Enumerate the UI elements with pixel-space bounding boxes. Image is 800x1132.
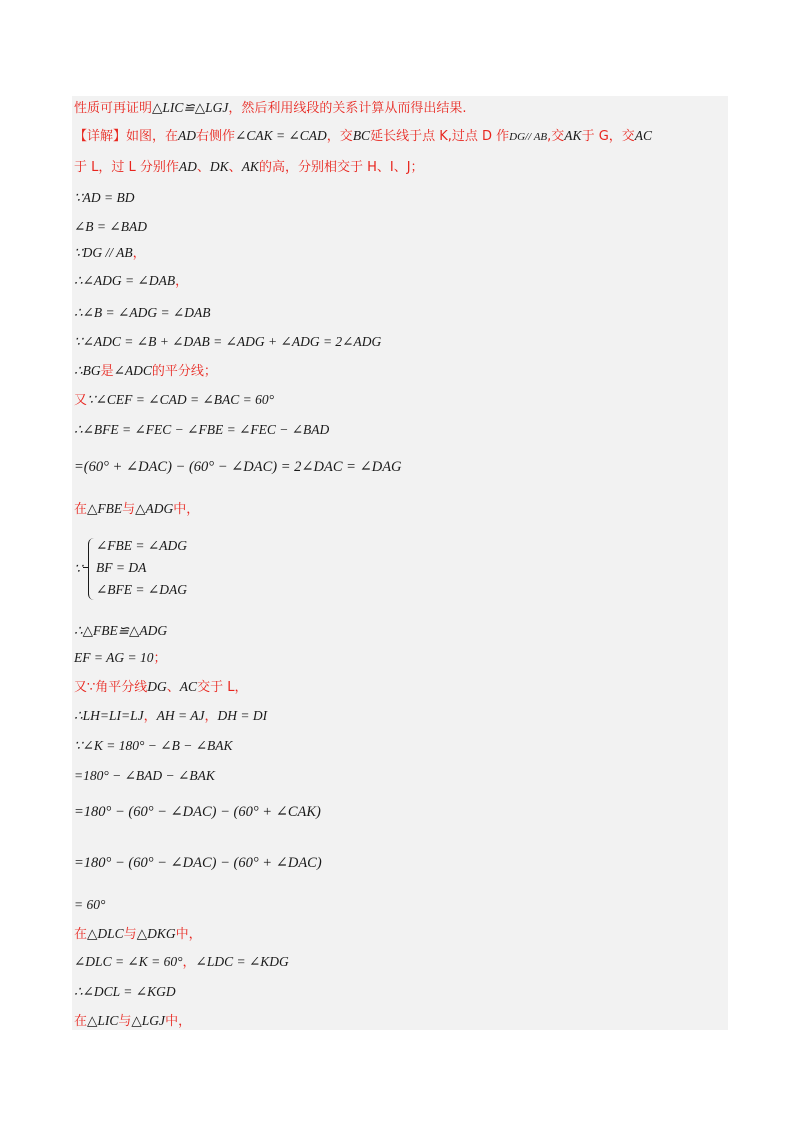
- text: 、: [196, 160, 210, 175]
- intro-line: [74, 99, 467, 118]
- text: 右侧作: [196, 129, 236, 144]
- text: ,交: [547, 129, 565, 144]
- step-bg-bisector: [74, 362, 217, 381]
- math: △DLC: [87, 926, 124, 941]
- step-equal-heights: [74, 707, 267, 726]
- text: 中，: [173, 502, 200, 517]
- step-angle-k: ∵∠K = 180° − ∠B − ∠BAK: [74, 738, 233, 753]
- text: ，然后利用线段的关系计算从而得出结果.: [228, 101, 467, 116]
- math: ∵DG // AB: [74, 245, 133, 260]
- text: ；: [153, 651, 167, 666]
- math: DG// AB: [509, 131, 548, 143]
- math: AC: [634, 128, 653, 143]
- step-angles-60: [74, 391, 274, 410]
- step-dg-parallel-ab: [74, 244, 146, 263]
- math: AH = AJ: [156, 708, 205, 723]
- text: 在: [74, 502, 88, 517]
- step-triangles-dlc-dkg: [74, 925, 202, 944]
- text: ，: [143, 709, 157, 724]
- math: △LIC: [87, 1013, 119, 1028]
- brace-tip: [83, 567, 89, 568]
- math: AK: [241, 159, 259, 174]
- text: 与: [118, 1014, 132, 1029]
- step-dcl-kgd: ∴∠DCL = ∠KGD: [74, 984, 176, 999]
- step-angle-k-result: = 60°: [74, 897, 106, 912]
- math: ∴∠ADG = ∠DAB: [74, 273, 176, 288]
- step-bfe: ∴∠BFE = ∠FEC − ∠FBE = ∠FEC − ∠BAD: [74, 422, 330, 437]
- because-symbol: ∵: [74, 561, 83, 576]
- detail-line-1: [74, 127, 652, 146]
- text: ，: [132, 246, 146, 261]
- congruence-conditions: [74, 536, 274, 606]
- text: 于 G，交: [581, 129, 635, 144]
- step-b-eq-bad: ∠B = ∠BAD: [74, 219, 147, 234]
- math: ∠LDC = ∠KDG: [195, 954, 289, 969]
- step-bisectors-meet: [74, 678, 247, 697]
- detail-tag: 【详解】: [74, 129, 127, 144]
- text: 在: [74, 927, 88, 942]
- text: 在: [74, 1014, 88, 1029]
- text: ，: [182, 955, 196, 970]
- step-b-adg-dab: ∴∠B = ∠ADG = ∠DAB: [74, 305, 211, 320]
- text: 又∵角平分线: [74, 680, 148, 695]
- text: 交于 L，: [197, 680, 248, 695]
- step-dlc-k-60: [74, 953, 289, 972]
- math: DK: [209, 159, 229, 174]
- text: 与: [123, 927, 137, 942]
- step-ad-eq-bd: ∵AD = BD: [74, 190, 135, 205]
- math: AD: [178, 128, 197, 143]
- step-angle-k-4: =180° − (60° − ∠DAC) − (60° + ∠DAC): [74, 855, 322, 871]
- step-angle-k-2: =180° − ∠BAD − ∠BAK: [74, 768, 215, 783]
- text: ，交: [326, 129, 353, 144]
- text: ，: [175, 274, 189, 289]
- text: 又: [74, 393, 88, 408]
- text: 中，: [175, 927, 202, 942]
- text: ，: [204, 709, 218, 724]
- detail-line-2: [74, 158, 424, 177]
- math: ∠ADC: [113, 363, 152, 378]
- math: ∴BG: [74, 363, 101, 378]
- math: ∵∠CEF = ∠CAD = ∠BAC = 60°: [87, 392, 275, 407]
- step-congruent-fbe-adg: ∴△FBE≌△ADG: [74, 623, 168, 638]
- step-adc-double: ∵∠ADC = ∠B + ∠DAB = ∠ADG + ∠ADG = 2∠ADG: [74, 334, 382, 349]
- math: △DKG: [136, 926, 176, 941]
- text: 、: [166, 680, 180, 695]
- math: △ADG: [135, 501, 174, 516]
- math: AD: [178, 159, 197, 174]
- math: ∴LH=LI=LJ: [74, 708, 144, 723]
- text: 延长线于点 K,过点 D 作: [370, 129, 510, 144]
- text: 是: [100, 364, 114, 379]
- math: ∠CAK = ∠CAD: [235, 128, 327, 143]
- text: 于 L，过 L 分别作: [74, 160, 179, 175]
- brace: [88, 538, 95, 600]
- condition-1: ∠FBE = ∠ADG: [96, 538, 187, 553]
- step-angle-k-3: =180° − (60° − ∠DAC) − (60° + ∠CAK): [74, 804, 321, 820]
- step-ef-ag: [74, 649, 166, 668]
- text: 如图，在: [126, 129, 179, 144]
- text: 性质可再证明: [74, 101, 153, 116]
- step-triangles-lic-lgj: [74, 1012, 191, 1031]
- condition-3: ∠BFE = ∠DAG: [96, 582, 187, 597]
- text: 的高，分别相交于 H、I、J；: [258, 160, 424, 175]
- step-adg-eq-dab: [74, 272, 188, 291]
- math: DG: [147, 679, 167, 694]
- math: △LIC≌△LGJ: [152, 100, 229, 115]
- math: ∠DLC = ∠K = 60°: [74, 954, 183, 969]
- step-bfe-calc: =(60° + ∠DAC) − (60° − ∠DAC) = 2∠DAC = ∠DAG: [74, 459, 402, 475]
- math: AK: [564, 128, 582, 143]
- text: 中，: [165, 1014, 192, 1029]
- math: △LGJ: [131, 1013, 166, 1028]
- text: 的平分线；: [151, 364, 217, 379]
- math: EF = AG = 10: [74, 650, 154, 665]
- text: 、: [228, 160, 242, 175]
- condition-2: BF = DA: [96, 560, 147, 575]
- text: 与: [122, 502, 136, 517]
- math: BC: [352, 128, 371, 143]
- math: △FBE: [87, 501, 123, 516]
- math: AC: [179, 679, 198, 694]
- step-triangles-fbe-adg: [74, 500, 199, 519]
- math: DH = DI: [217, 708, 268, 723]
